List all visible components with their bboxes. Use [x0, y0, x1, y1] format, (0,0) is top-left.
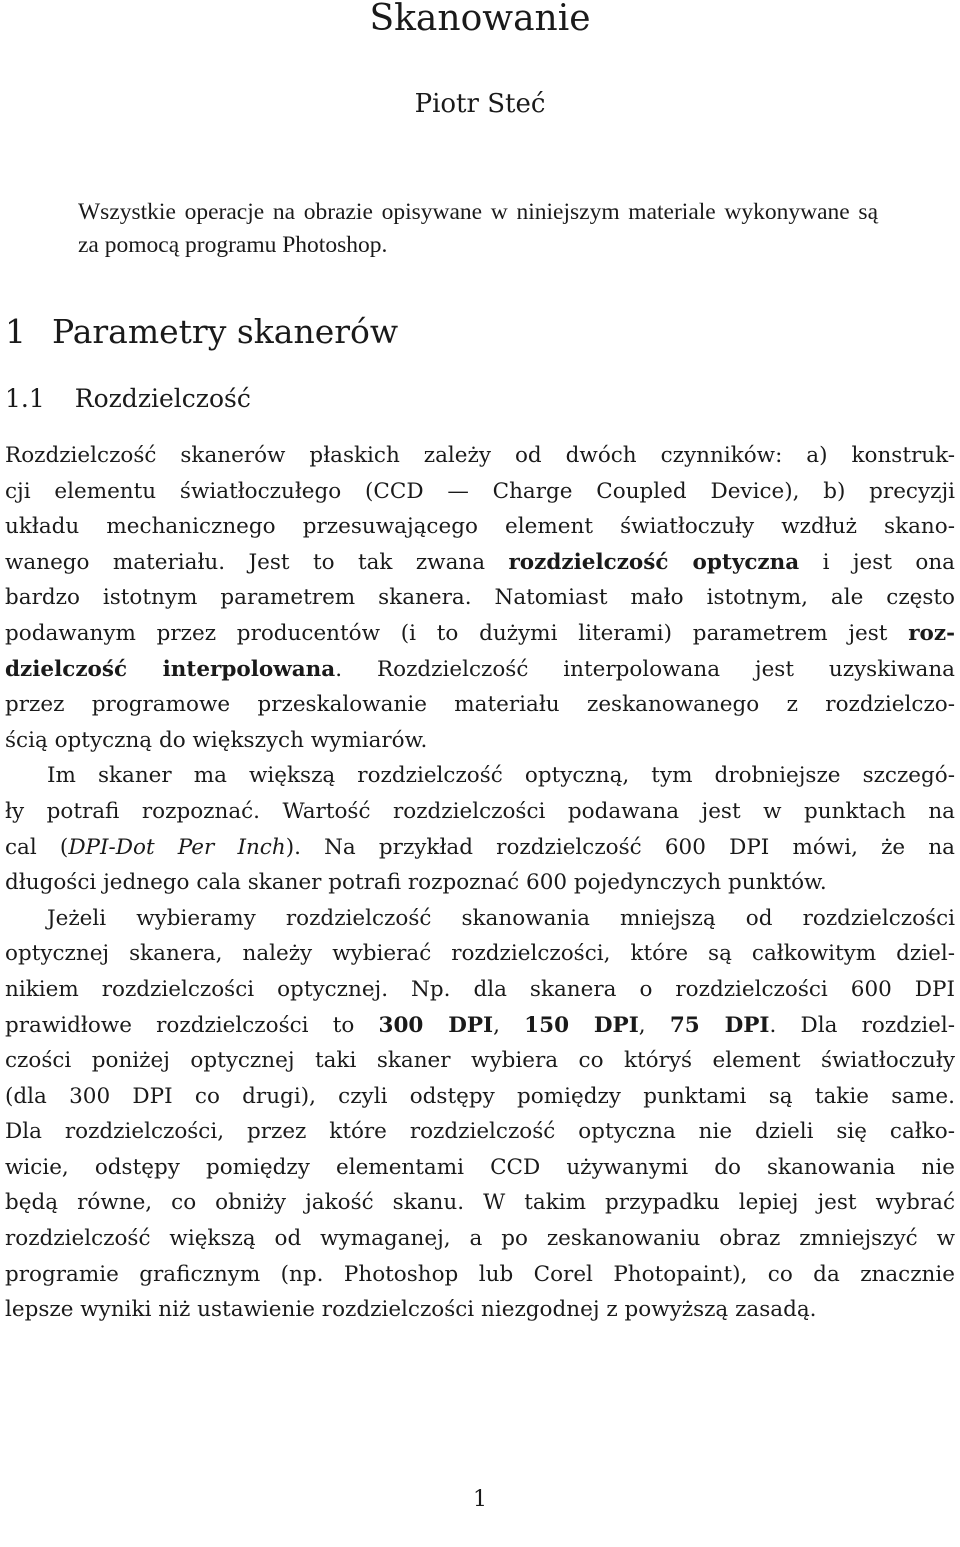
- text-line: Rozdzielczość skanerów płaskich zależy od dwóch czynników: a) konstruk-: [5, 443, 955, 468]
- section-heading: [5, 310, 398, 354]
- term-interpolated-resolution-part1: roz-: [908, 620, 955, 646]
- text-run: prawidłowe rozdzielczości to: [5, 1012, 379, 1038]
- text-line: Jeżeli wybieramy rozdzielczość skanowania mniejszą od rozdzielczości: [47, 905, 955, 931]
- subsection-title: Rozdzielczość: [74, 384, 251, 413]
- section-title: Parametry skanerów: [52, 312, 399, 351]
- text-line: programie graficznym (np. Photoshop lub Corel Photopaint), co da znacznie: [5, 1261, 955, 1287]
- text-run: podawanym przez producentów (i to dużymi literami) parametrem jest: [5, 620, 909, 646]
- text-run: . Dla rozdziel-: [769, 1012, 956, 1038]
- text-run: ). Na przykład rozdzielczość 600 DPI mówi, że na: [285, 834, 955, 860]
- text-line: przez programowe przeskalowanie materiału zeskanowanego z rozdzielczo-: [5, 692, 955, 718]
- abstract: Wszystkie operacje na obrazie opisywane w niniejszym materiale wykonywane są za pomocą programu Photoshop.: [78, 199, 878, 258]
- value-150-dpi: 150 DPI: [524, 1012, 639, 1038]
- text-line: ścią optyczną do większych wymiarów.: [5, 727, 428, 753]
- text-line: [5, 616, 955, 652]
- subsection-heading: [5, 381, 251, 417]
- value-75-dpi: 75 DPI: [669, 1012, 770, 1038]
- text-line: [5, 1008, 955, 1044]
- text-line: lepsze wyniki niż ustawienie rozdzielczości niezgodnej z powyższą zasadą.: [5, 1297, 817, 1323]
- text-line: Im skaner ma większą rozdzielczość optyczną, tym drobniejsze szczegó-: [47, 763, 955, 789]
- text-line: cji elementu światłoczułego (CCD — Charge Coupled Device), b) precyzji: [5, 478, 955, 504]
- text-line: (dla 300 DPI co drugi), czyli odstępy pomiędzy punktami są takie same.: [5, 1083, 955, 1109]
- text-run: . Rozdzielczość interpolowana jest uzyskiwana: [335, 656, 955, 682]
- text-run: cal (: [5, 834, 69, 860]
- text-run: i jest ona: [799, 549, 955, 575]
- term-optical-resolution: rozdzielczość optyczna: [508, 549, 800, 575]
- text-run: ,: [638, 1012, 670, 1038]
- text-line: czości poniżej optycznej taki skaner wybiera co któryś element światłoczuły: [5, 1048, 955, 1074]
- page-number: 1: [473, 1487, 487, 1512]
- text-line: rozdzielczość większą od wymaganej, a po zeskanowaniu obraz zmniejszyć w: [5, 1226, 955, 1252]
- text-line: długości jednego cala skaner potrafi rozpoznać 600 pojedynczych punktów.: [5, 870, 827, 896]
- document-title: Skanowanie: [369, 0, 591, 39]
- text-line: będą równe, co obniży jakość skanu. W takim przypadku lepiej jest wybrać: [5, 1190, 955, 1216]
- text-line: wicie, odstępy pomiędzy elementami CCD używanymi do skanowania nie: [5, 1154, 955, 1180]
- value-300-dpi: 300 DPI: [378, 1012, 494, 1038]
- text-run: ,: [493, 1012, 525, 1038]
- subsection-number: 1.1: [5, 384, 45, 413]
- text-line: [5, 830, 955, 866]
- text-line: [5, 652, 955, 688]
- text-line: [5, 545, 955, 581]
- section-number: 1: [5, 312, 26, 351]
- text-line: ły potrafi rozpoznać. Wartość rozdzielczości podawana jest w punktach na: [5, 798, 955, 824]
- term-dpi: DPI-Dot Per Inch: [68, 834, 286, 860]
- text-run: wanego materiału. Jest to tak zwana: [5, 549, 509, 575]
- text-line: bardzo istotnym parametrem skanera. Natomiast mało istotnym, ale często: [5, 585, 955, 611]
- body-text: [5, 438, 955, 1328]
- author-name: Piotr Steć: [414, 89, 546, 119]
- text-line: nikiem rozdzielczości optycznej. Np. dla skanera o rozdzielczości 600 DPI: [5, 976, 955, 1002]
- text-line: optycznej skanera, należy wybierać rozdzielczości, które są całkowitym dziel-: [5, 941, 955, 967]
- text-line: Dla rozdzielczości, przez które rozdzielczość optyczna nie dzieli się całko-: [5, 1119, 955, 1145]
- term-interpolated-resolution-part2: dzielczość interpolowana: [5, 656, 336, 682]
- text-line: układu mechanicznego przesuwającego element światłoczuły wzdłuż skano-: [5, 514, 955, 540]
